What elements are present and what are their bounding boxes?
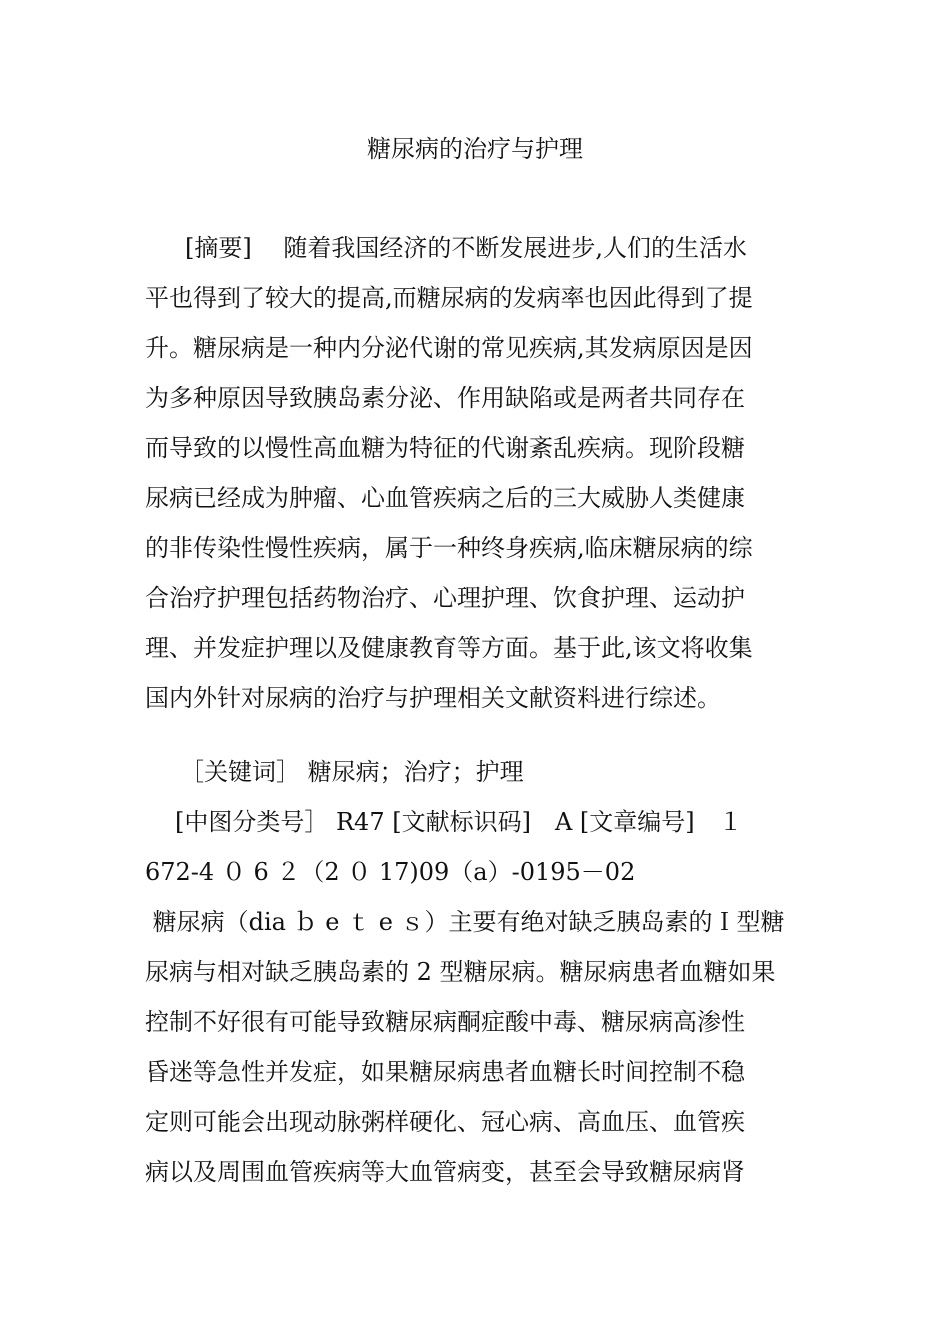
abstract-line: 尿病已经成为肿瘤、心血管疾病之后的三大威胁人类健康 <box>145 484 745 512</box>
body-line: 尿病与相对缺乏胰岛素的 2 型糖尿病。糖尿病患者血糖如果 <box>145 958 776 986</box>
abstract-line: 而导致的以慢性高血糖为特征的代谢紊乱疾病。现阶段糖 <box>145 434 745 462</box>
abstract-line: 的非传染性慢性疾病，属于一种终身疾病,临床糖尿病的综 <box>145 534 753 562</box>
document-title: 糖尿病的治疗与护理 <box>367 135 583 163</box>
body-line: 昏迷等急性并发症，如果糖尿病患者血糖长时间控制不稳 <box>145 1058 745 1086</box>
classification-line: [中图分类号］ R47 [文献标识码] A [文章编号] １ <box>175 808 743 836</box>
keywords-line: ［关键词］ 糖尿病；治疗；护理 <box>180 758 524 786</box>
abstract-line: 平也得到了较大的提高,而糖尿病的发病率也因此得到了提 <box>145 284 753 312</box>
abstract-line: [摘要] 随着我国经济的不断发展进步,人们的生活水 <box>185 234 747 262</box>
body-line: 控制不好很有可能导致糖尿病酮症酸中毒、糖尿病高渗性 <box>145 1008 745 1036</box>
abstract-line: 国内外针对尿病的治疗与护理相关文献资料进行综述。 <box>145 684 721 712</box>
body-line: 病以及周围血管疾病等大血管病变，甚至会导致糖尿病肾 <box>145 1158 745 1186</box>
body-line: 糖尿病（dia ｂ e ｔ e ｓ）主要有绝对缺乏胰岛素的Ｉ型糖 <box>145 908 785 936</box>
classification-line: 672-4 ０ 6 ２（2 ０ 17)09（a）-0195－02 <box>145 858 636 886</box>
abstract-line: 为多种原因导致胰岛素分泌、作用缺陷或是两者共同存在 <box>145 384 745 412</box>
body-line: 定则可能会出现动脉粥样硬化、冠心病、高血压、血管疾 <box>145 1108 745 1136</box>
abstract-line: 合治疗护理包括药物治疗、心理护理、饮食护理、运动护 <box>145 584 745 612</box>
abstract-line: 理、并发症护理以及健康教育等方面。基于此,该文将收集 <box>145 634 753 662</box>
abstract-line: 升。糖尿病是一种内分泌代谢的常见疾病,其发病原因是因 <box>145 334 753 362</box>
